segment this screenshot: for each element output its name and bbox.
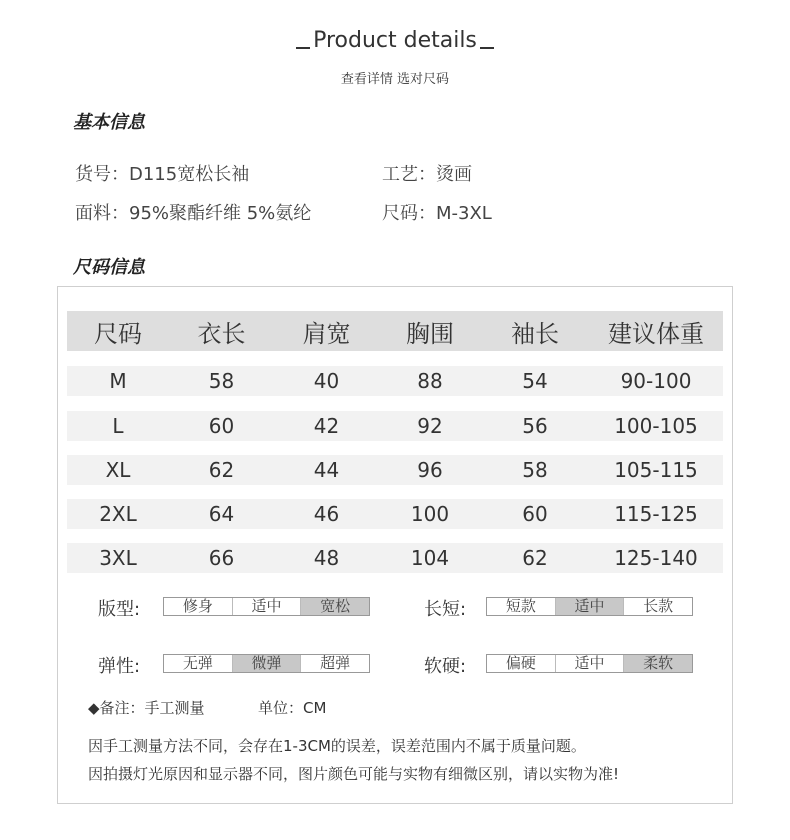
table-cell: 3XL [99, 546, 137, 570]
table-cell: 48 [313, 546, 340, 570]
table-row [67, 366, 723, 396]
page-subtitle: 查看详情 选对尺码 [340, 72, 450, 87]
page-title-text: Product details [313, 28, 477, 53]
fit-option: 修身 [182, 597, 213, 615]
title-dash-left [296, 47, 310, 49]
item-number: 货号：D115宽松长袖 [75, 164, 250, 185]
table-cell: 40 [313, 369, 340, 393]
title-dash-right [480, 47, 494, 49]
size-info-title: 尺码信息 [73, 257, 145, 278]
page-title [0, 28, 790, 53]
table-cell: 58 [208, 369, 235, 393]
disclaimer-color: 因拍摄灯光原因和显示器不同，图片颜色可能与实物有细微区别，请以实物为准! [88, 765, 620, 783]
header-cell-weight: 建议体重 [608, 319, 704, 348]
fit-option: 宽松 [300, 598, 369, 615]
table-cell: L [112, 414, 124, 438]
softness-option: 柔软 [623, 655, 692, 672]
elasticity-scale [163, 654, 370, 673]
table-cell: 60 [522, 502, 548, 526]
softness-label: 软硬: [424, 656, 467, 677]
length-option: 适中 [555, 598, 624, 615]
table-row [67, 543, 723, 573]
softness-option: 偏硬 [505, 654, 536, 672]
table-cell: 115-125 [614, 502, 698, 526]
fit-scale [163, 597, 370, 616]
table-row [67, 499, 723, 529]
table-cell: 54 [522, 369, 548, 393]
table-cell: 100 [410, 502, 450, 526]
table-cell: 66 [208, 546, 235, 570]
table-cell: XL [105, 458, 131, 482]
table-cell: 100-105 [614, 414, 698, 438]
fit-option: 适中 [232, 598, 301, 615]
table-cell: 90-100 [620, 369, 692, 393]
table-row [67, 411, 723, 441]
table-row [67, 455, 723, 485]
header-cell-size: 尺码 [94, 319, 142, 348]
table-cell: 44 [313, 458, 340, 482]
elasticity-option: 无弹 [182, 654, 213, 672]
elasticity-label: 弹性: [98, 656, 141, 677]
header-cell-length: 衣长 [197, 319, 246, 348]
size-range-info: 尺码：M-3XL [382, 203, 492, 224]
table-cell: 62 [208, 458, 235, 482]
table-cell: 104 [410, 546, 450, 570]
table-cell: 2XL [99, 502, 137, 526]
elasticity-option: 微弹 [232, 655, 301, 672]
softness-option: 适中 [555, 655, 624, 672]
table-cell: 60 [208, 414, 235, 438]
table-cell: 42 [313, 414, 340, 438]
table-cell: 96 [417, 458, 443, 482]
table-cell: 58 [522, 458, 548, 482]
length-scale [486, 597, 693, 616]
softness-scale [486, 654, 693, 673]
table-cell: 46 [313, 502, 340, 526]
table-cell: 125-140 [614, 546, 698, 570]
table-cell: M [109, 369, 127, 393]
length-label: 长短: [424, 599, 467, 620]
elasticity-option: 超弹 [300, 655, 369, 672]
craft-info: 工艺：烫画 [382, 164, 472, 185]
table-cell: 56 [522, 414, 548, 438]
basic-info-title: 基本信息 [73, 112, 145, 133]
table-cell: 92 [417, 414, 443, 438]
table-cell: 62 [522, 546, 548, 570]
header-cell-shoulder: 肩宽 [302, 319, 351, 348]
remark-note: ◆备注：手工测量 [88, 699, 205, 717]
fit-label: 版型: [98, 599, 141, 620]
header-cell-sleeve: 袖长 [511, 319, 559, 348]
table-cell: 64 [208, 502, 235, 526]
fabric-info: 面料：95%聚酯纤维 5%氨纶 [75, 203, 312, 224]
length-option: 长款 [623, 598, 692, 615]
table-cell: 105-115 [614, 458, 698, 482]
header-cell-chest: 胸围 [406, 319, 454, 348]
disclaimer-measurement: 因手工测量方法不同，会存在1-3CM的误差，误差范围内不属于质量问题。 [88, 737, 586, 755]
unit-note: 单位：CM [258, 699, 327, 717]
size-table-header [67, 311, 723, 351]
table-cell: 88 [417, 369, 443, 393]
length-option: 短款 [505, 597, 536, 615]
